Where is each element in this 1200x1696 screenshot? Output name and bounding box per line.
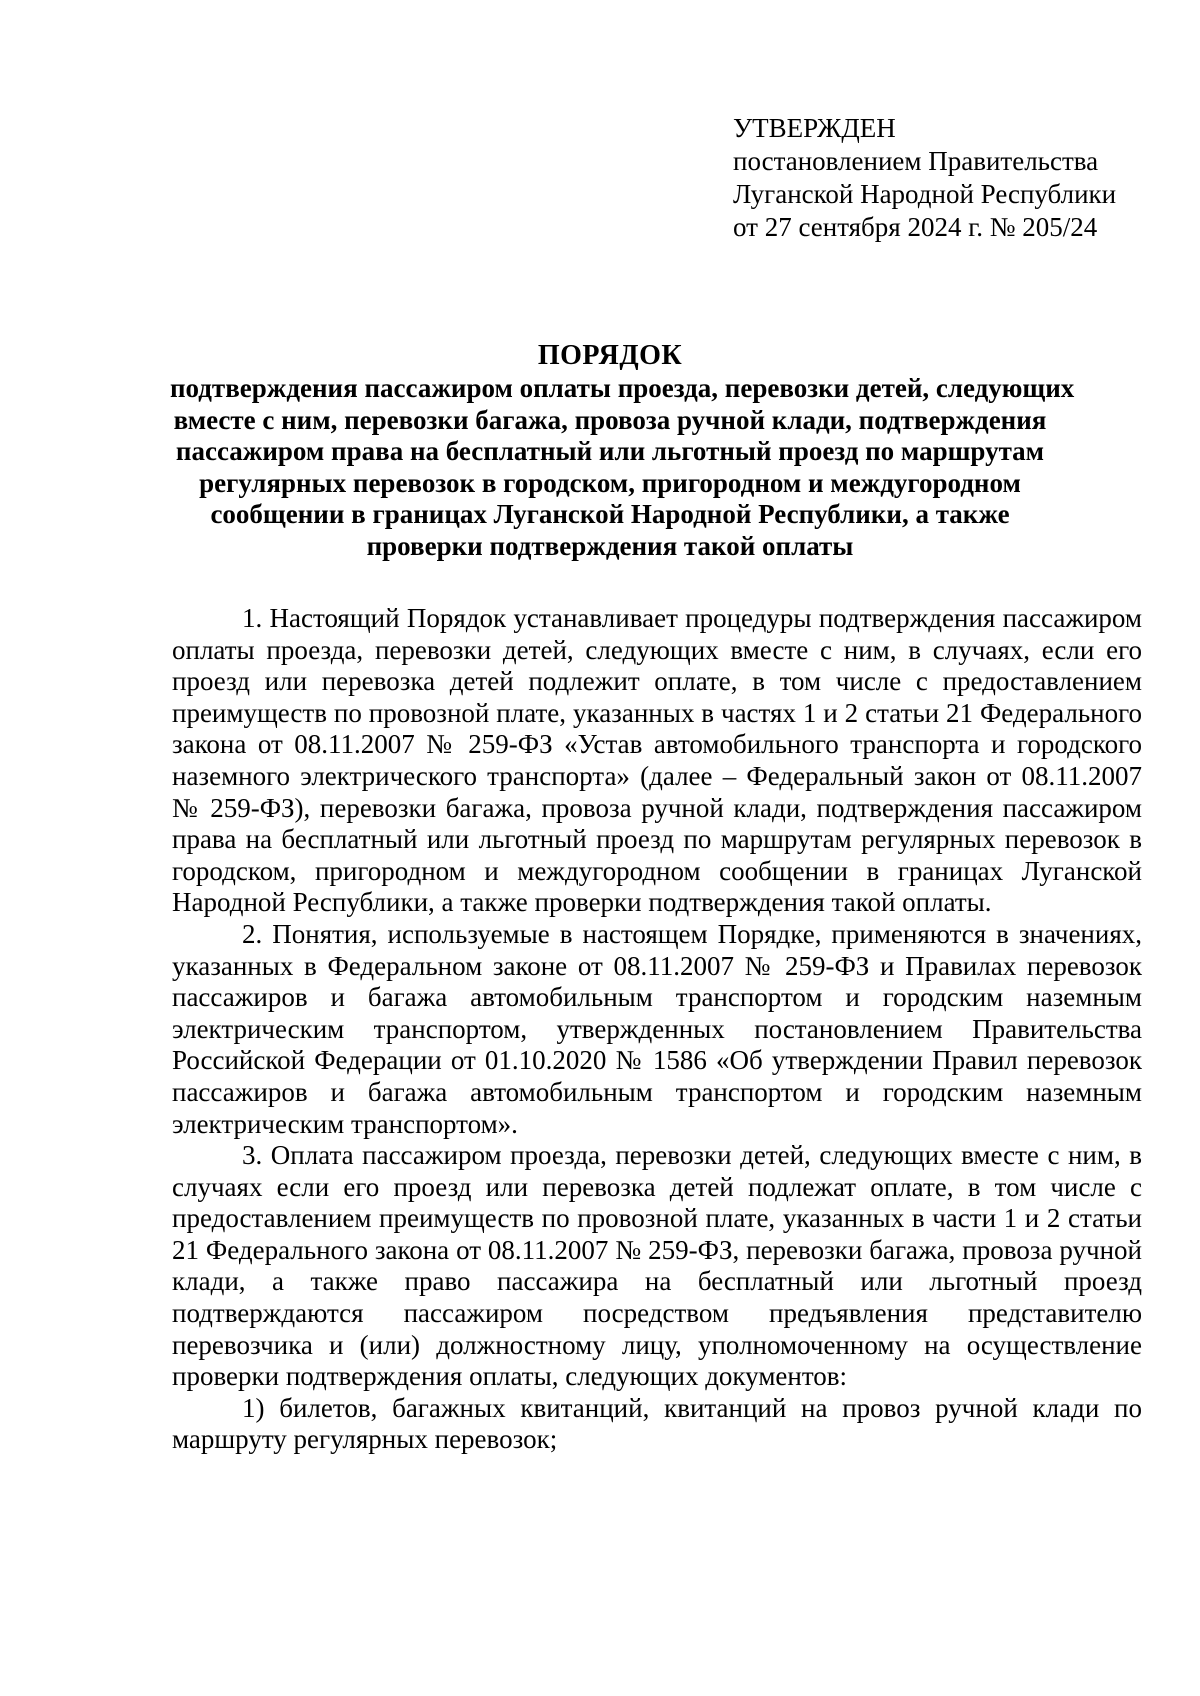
approval-heading: УТВЕРЖДЕН <box>733 113 896 143</box>
subtitle-line: сообщении в границах Луганской Народной Республики, а также <box>210 499 1010 529</box>
subtitle-line: проверки подтверждения такой оплаты <box>366 530 854 561</box>
document-body <box>172 603 1142 1456</box>
approval-date-number: от 27 сентября 2024 г. № 205/24 <box>733 212 1098 242</box>
subtitle-line: пассажиром права на бесплатный или льготный проезд по маршрутам <box>175 436 1045 466</box>
subtitle-line: вместе с ним, перевозки багажа, провоза ручной клади, подтверждения <box>173 404 1047 435</box>
subtitle-line: регулярных перевозок в городском, пригородном и междугородном <box>199 467 1021 498</box>
approval-republic: Луганской Народной Республики <box>733 179 1117 209</box>
document-subtitle <box>170 373 1075 562</box>
document-title: ПОРЯДОК <box>537 340 683 371</box>
paragraph-2: 2. Понятия, используемые в настоящем Порядке, применяются в значениях, указанных в Федеральном законе от 08.11.2007 № 259-ФЗ и Правилах перевозок пассажиров и багажа автомобильным транспортом и городским наземным электрическим транспортом, утвержденных постановлением Правительства Российской Федерации от 01.10.2020 № 1586 «Об утверждении Правил перевозок пассажиров и багажа автомобильным транспортом и городским наземным электрическим транспортом». <box>172 918 1142 1139</box>
paragraph-1: 1. Настоящий Порядок устанавливает процедуры подтверждения пассажиром оплаты проезда, перевозки детей, следующих вместе с ним, в случаях, если его проезд или перевозка детей подлежит оплате, в том числе с предоставлением преимуществ по провозной плате, указанных в частях 1 и 2 статьи 21 Федерального закона от 08.11.2007 № 259-ФЗ «Устав автомобильного транспорта и городского наземного электрического транспорта» (далее – Федеральный закон от 08.11.2007 № 259-ФЗ), перевозки багажа, провоза ручной клади, подтверждения пассажиром права на бесплатный или льготный проезд по маршрутам регулярных перевозок в городском, пригородном и междугородном сообщении в границах Луганской Народной Республики, а также проверки подтверждения такой оплаты. <box>172 603 1142 918</box>
approval-stamp <box>733 112 1173 244</box>
paragraph-3-item-1: 1) билетов, багажных квитанций, квитанций на провоз ручной клади по маршруту регулярных перевозок; <box>172 1392 1142 1455</box>
paragraph-3: 3. Оплата пассажиром проезда, перевозки детей, следующих вместе с ним, в случаях если его проезд или перевозка детей подлежат оплате, в том числе с предоставлением преимуществ по провозной плате, указанных в части 1 и 2 статьи 21 Федерального закона от 08.11.2007 № 259-ФЗ, перевозки багажа, провоза ручной клади, а также право пассажира на бесплатный или льготный проезд подтверждаются пассажиром посредством предъявления представителю перевозчика и (или) должностному лицу, уполномоченному на осуществление проверки подтверждения оплаты, следующих документов: <box>172 1140 1142 1392</box>
document-title-block <box>170 339 1075 562</box>
approval-authority: постановлением Правительства <box>733 146 1099 176</box>
subtitle-line: подтверждения пассажиром оплаты проезда, перевозки детей, следующих <box>170 373 1075 403</box>
